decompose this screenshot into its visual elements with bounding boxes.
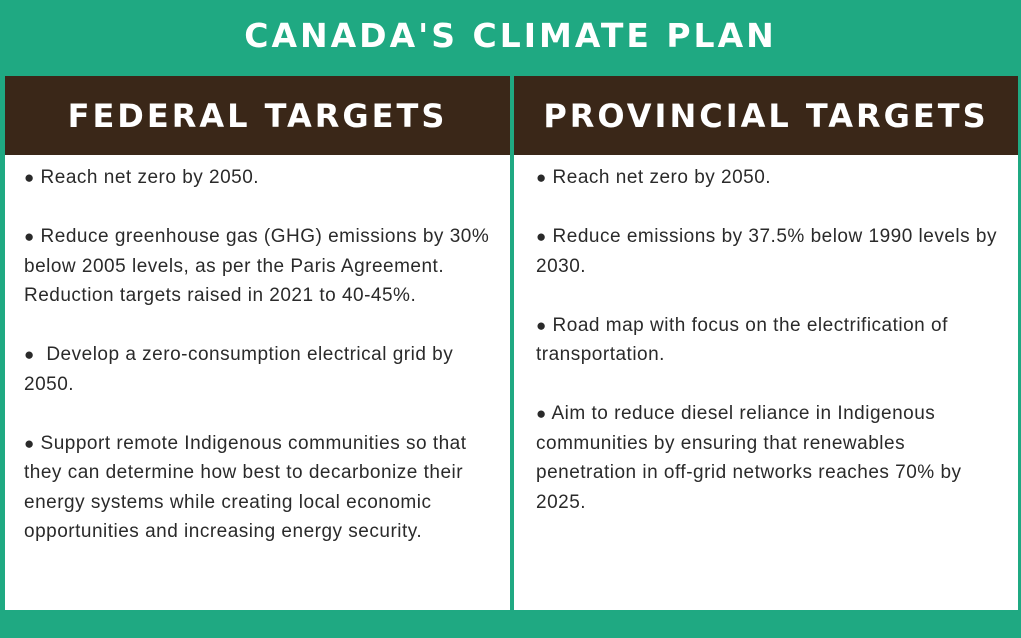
federal-targets-heading: FEDERAL TARGETS	[5, 76, 510, 155]
item-text: Reduce greenhouse gas (GHG) emissions by 30% below 2005 levels, as per the Paris Agreement. Reduction targets raised in 2021 to 40-45%.	[24, 226, 490, 306]
federal-targets-list	[5, 155, 510, 547]
item-text: Develop a zero-consumption electrical grid by 2050.	[24, 344, 460, 395]
list-item	[536, 399, 1006, 517]
federal-targets-panel	[5, 76, 510, 610]
provincial-targets-heading: PROVINCIAL TARGETS	[514, 76, 1018, 155]
list-item	[536, 222, 1006, 281]
bullet-icon: ●	[536, 404, 547, 423]
list-item	[24, 340, 498, 399]
bullet-icon: ●	[24, 433, 35, 453]
provincial-targets-list	[514, 155, 1018, 517]
list-item	[536, 311, 1006, 370]
item-text: Support remote Indigenous communities so that they can determine how best to decarbonize their energy systems while creating local economic opportunities and increasing energy security.	[24, 432, 467, 542]
bullet-icon: ●	[24, 168, 35, 187]
bullet-icon: ●	[536, 227, 547, 246]
bullet-icon: ●	[536, 315, 547, 335]
item-text: Reach net zero by 2050.	[34, 167, 260, 188]
list-item	[536, 163, 1006, 193]
bullet-icon: ●	[536, 168, 547, 187]
list-item	[24, 429, 498, 547]
provincial-targets-panel	[514, 76, 1018, 610]
item-text: Reduce emissions by 37.5% below 1990 levels by 2030.	[536, 226, 997, 277]
list-item	[24, 163, 498, 193]
item-text: Aim to reduce diesel reliance in Indigenous communities by ensuring that renewables penetration in off-grid networks reaches 70% by 2025.	[536, 403, 962, 513]
item-text: Road map with focus on the electrification of transportation.	[536, 314, 948, 365]
list-item	[24, 222, 498, 311]
bullet-icon: ●	[24, 227, 35, 246]
page-title: CANADA'S CLIMATE PLAN	[244, 15, 777, 55]
bullet-icon: ●	[24, 345, 35, 364]
item-text: Reach net zero by 2050.	[546, 167, 772, 188]
